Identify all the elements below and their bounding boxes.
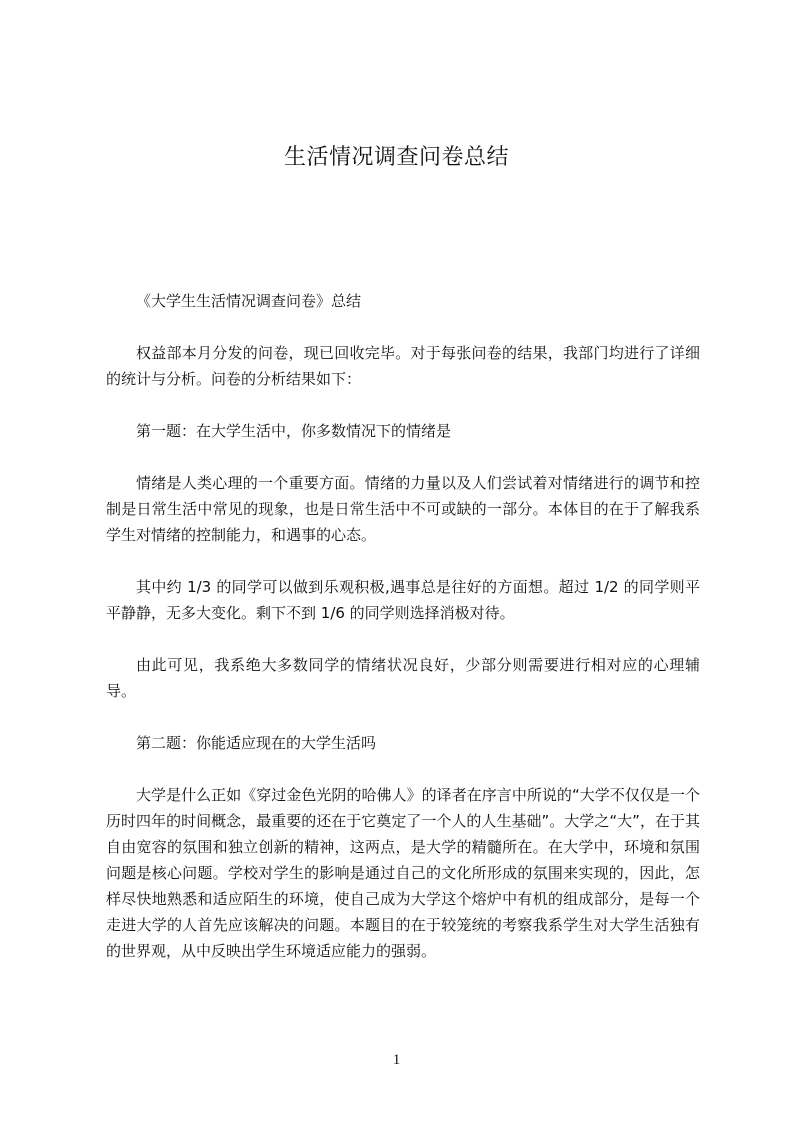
page-number: 1 bbox=[392, 1052, 401, 1068]
question-1-results: 其中约 1/3 的同学可以做到乐观积极,遇事总是往好的方面想。超过 1/2 的同学则平平静静，无多大变化。剩下不到 1/6 的同学则选择消极对待。 bbox=[106, 578, 700, 622]
question-2-heading: 第二题：你能适应现在的大学生活吗 bbox=[136, 734, 377, 752]
question-1-description: 情绪是人类心理的一个重要方面。情绪的力量以及人们尝试着对情绪进行的调节和控制是日常生活中常见的现象，也是日常生活中不可或缺的一部分。本体目的在于了解我系学生对情绪的控制能力，和遇事的心态。 bbox=[106, 474, 700, 544]
document-body bbox=[106, 288, 700, 964]
question-1-heading: 第一题：在大学生活中，你多数情况下的情绪是 bbox=[136, 422, 452, 440]
subtitle-paragraph: 《大学生生活情况调查问卷》总结 bbox=[136, 292, 362, 310]
intro-paragraph: 权益部本月分发的问卷，现已回收完毕。对于每张问卷的结果，我部门均进行了详细的统计与分析。问卷的分析结果如下： bbox=[106, 344, 700, 388]
question-1-conclusion: 由此可见，我系绝大多数同学的情绪状况良好，少部分则需要进行相对应的心理辅导。 bbox=[106, 656, 700, 700]
page-title: 生活情况调查问卷总结 bbox=[283, 145, 509, 170]
question-2-description: 大学是什么正如《穿过金色光阴的哈佛人》的译者在序言中所说的“大学不仅仅是一个历时四年的时间概念，最重要的还在于它奠定了一个人的人生基础”。大学之“大”，在于其自由宽容的氛围和独立创新的精神，这两点，是大学的精髓所在。在大学中，环境和氛围问题是核心问题。学校对学生的影响是通过自己的文化所形成的氛围来实现的，因此，怎样尽快地熟悉和适应陌生的环境，使自己成为大学这个熔炉中有机的组成部分，是每一个走进大学的人首先应该解决的问题。本题目的在于较笼统的考察我系学生对大学生活独有的世界观，从中反映出学生环境适应能力的强弱。 bbox=[106, 786, 700, 960]
